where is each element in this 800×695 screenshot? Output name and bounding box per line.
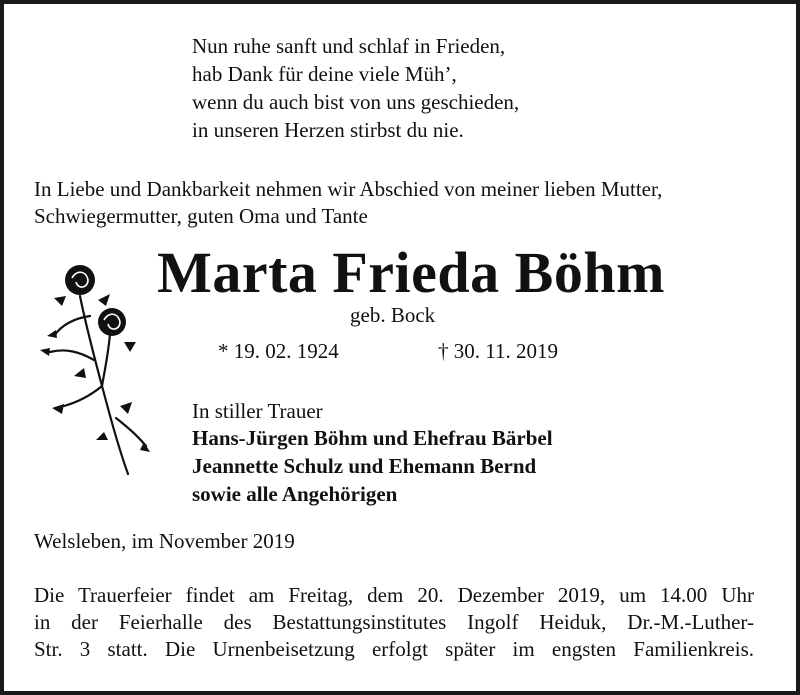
death-date: † 30. 11. 2019	[438, 339, 558, 363]
deceased-name: Marta Frieda Böhm	[157, 240, 665, 305]
funeral-info-line: Str. 3 statt. Die Urnenbeisetzung erfolgt später im engsten Familienkreis.	[34, 637, 754, 661]
roses-icon	[40, 256, 152, 478]
poem-line: wenn du auch bist von uns geschieden,	[192, 90, 520, 114]
mourner-name: sowie alle Angehörigen	[192, 482, 398, 506]
poem-line: hab Dank für deine viele Müh’,	[192, 62, 457, 86]
poem-line: in unseren Herzen stirbst du nie.	[192, 118, 464, 142]
mourners-heading: In stiller Trauer	[192, 399, 323, 423]
funeral-info-line: in der Feierhalle des Bestattungsinstitutes Ingolf Heiduk, Dr.-M.-Luther-	[34, 610, 754, 634]
funeral-info-line: Die Trauerfeier findet am Freitag, dem 20. Dezember 2019, um 14.00 Uhr	[34, 583, 754, 607]
poem-line: Nun ruhe sanft und schlaf in Frieden,	[192, 34, 506, 58]
birth-name: geb. Bock	[350, 303, 436, 327]
intro-line: Schwiegermutter, guten Oma und Tante	[34, 204, 368, 228]
birth-date: * 19. 02. 1924	[218, 339, 339, 363]
mourner-name: Hans-Jürgen Böhm und Ehefrau Bärbel	[192, 426, 553, 450]
mourner-name: Jeannette Schulz und Ehemann Bernd	[192, 454, 537, 478]
place-date: Welsleben, im November 2019	[34, 529, 295, 553]
intro-line: In Liebe und Dankbarkeit nehmen wir Abschied von meiner lieben Mutter,	[34, 177, 663, 201]
